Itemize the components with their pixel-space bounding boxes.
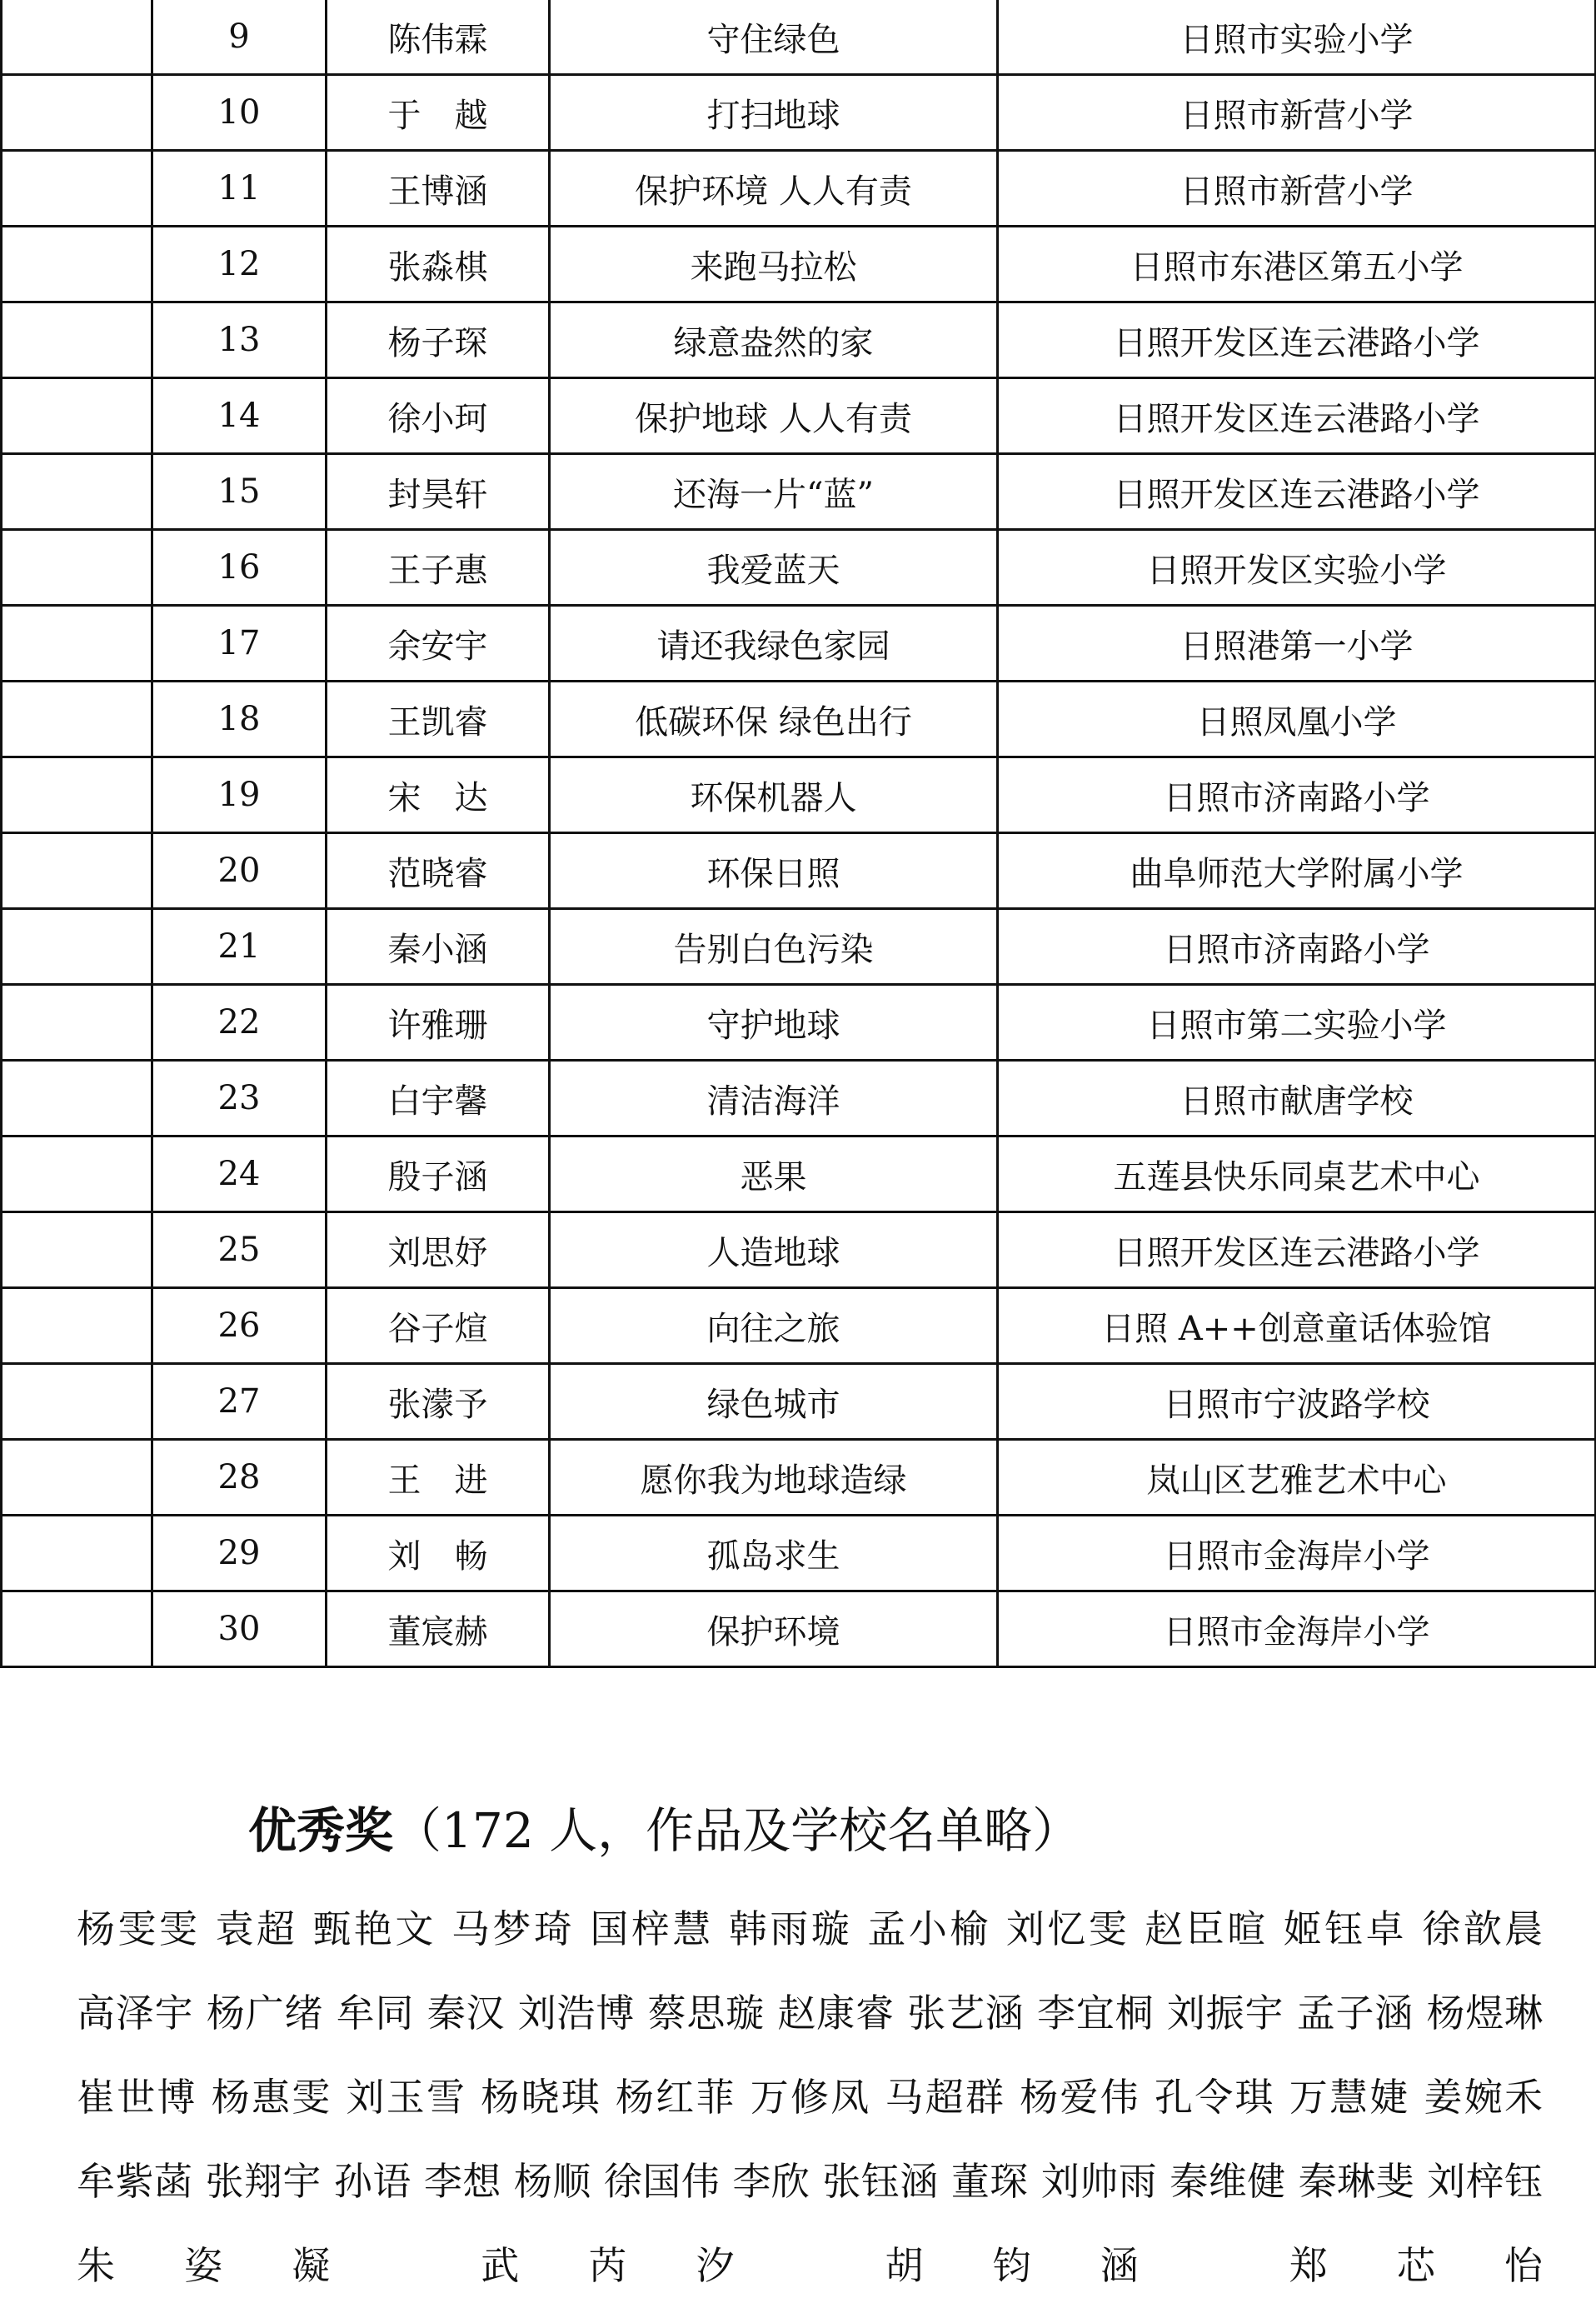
artwork-title-cell: 还海一片“蓝” — [550, 454, 998, 530]
student-name-cell: 宋 达 — [327, 757, 550, 833]
group-cell — [2, 227, 152, 302]
row-number-cell: 10 — [152, 75, 327, 151]
award-table-body — [2, 0, 1596, 1667]
row-number-cell: 26 — [152, 1288, 327, 1364]
list-item: 杨爱伟 — [1020, 2075, 1141, 2120]
list-item: 刘帅雨 — [1040, 2159, 1158, 2204]
artwork-title-cell: 环保机器人 — [550, 757, 998, 833]
list-item: 孙语 — [333, 2159, 411, 2204]
student-name-cell: 范晓睿 — [327, 833, 550, 909]
group-cell — [2, 1591, 152, 1667]
school-name-cell: 日照市金海岸小学 — [998, 1591, 1596, 1667]
group-cell — [2, 1364, 152, 1440]
list-item: 赵臣暄 — [1145, 1906, 1269, 1951]
list-item: 刘振宇 — [1166, 1991, 1284, 2036]
artwork-title-cell: 绿意盎然的家 — [550, 302, 998, 378]
table-row — [2, 1364, 1596, 1440]
artwork-title-cell: 我爱蓝天 — [550, 530, 998, 606]
group-cell — [2, 1137, 152, 1212]
list-item: 国梓慧 — [590, 1906, 714, 1951]
school-name-cell: 曲阜师范大学附属小学 — [998, 833, 1596, 909]
group-cell — [2, 0, 152, 75]
list-item: 张翔宇 — [205, 2159, 322, 2204]
table-row — [2, 227, 1596, 302]
table-row — [2, 833, 1596, 909]
table-row — [2, 1440, 1596, 1516]
school-name-cell: 日照凤凰小学 — [998, 682, 1596, 757]
table-row — [2, 0, 1596, 75]
school-name-cell: 日照开发区连云港路小学 — [998, 454, 1596, 530]
table-row — [2, 985, 1596, 1061]
list-item: 牟紫菡 — [77, 2159, 193, 2204]
table-row — [2, 151, 1596, 227]
list-item: 姬钰卓 — [1283, 1906, 1408, 1951]
group-cell — [2, 833, 152, 909]
list-item: 孟小榆 — [867, 1906, 991, 1951]
artwork-title-cell: 请还我绿色家园 — [550, 606, 998, 682]
student-name-cell: 刘思妤 — [327, 1212, 550, 1288]
student-name-cell: 封昊轩 — [327, 454, 550, 530]
school-name-cell: 日照市济南路小学 — [998, 757, 1596, 833]
table-row — [2, 1061, 1596, 1137]
list-item: 甄艳文 — [312, 1906, 436, 1951]
row-number-cell: 17 — [152, 606, 327, 682]
list-item: 杨顺 — [513, 2159, 591, 2204]
student-name-cell: 王博涵 — [327, 151, 550, 227]
row-number-cell: 18 — [152, 682, 327, 757]
list-item: 杨煜琳 — [1426, 1991, 1544, 2036]
list-item: 秦汉 — [426, 1991, 506, 2036]
group-cell — [2, 985, 152, 1061]
school-name-cell: 日照市宁波路学校 — [998, 1364, 1596, 1440]
list-item: 刘浩博 — [517, 1991, 636, 2036]
row-number-cell: 21 — [152, 909, 327, 985]
row-number-cell: 23 — [152, 1061, 327, 1137]
table-row — [2, 682, 1596, 757]
artwork-title-cell: 孤岛求生 — [550, 1516, 998, 1591]
group-cell — [2, 1440, 152, 1516]
school-name-cell: 日照市新营小学 — [998, 151, 1596, 227]
row-number-cell: 13 — [152, 302, 327, 378]
list-item: 张钰涵 — [822, 2159, 939, 2204]
artwork-title-cell: 绿色城市 — [550, 1364, 998, 1440]
group-cell — [2, 1288, 152, 1364]
table-row — [2, 454, 1596, 530]
list-item: 杨广绪 — [206, 1991, 324, 2036]
row-number-cell: 25 — [152, 1212, 327, 1288]
list-item: 杨雯雯 — [77, 1906, 201, 1951]
student-name-cell: 王凯睿 — [327, 682, 550, 757]
student-name-cell: 殷子涵 — [327, 1137, 550, 1212]
list-item: 徐国伟 — [603, 2159, 721, 2204]
group-cell — [2, 1212, 152, 1288]
list-item: 马超群 — [885, 2075, 1006, 2120]
group-cell — [2, 454, 152, 530]
table-row — [2, 530, 1596, 606]
list-item: 刘玉雪 — [346, 2075, 467, 2120]
student-name-cell: 徐小珂 — [327, 378, 550, 454]
list-item: 马梦琦 — [451, 1906, 576, 1951]
artwork-title-cell: 环保日照 — [550, 833, 998, 909]
list-item: 韩雨璇 — [728, 1906, 853, 1951]
list-item: 崔世博 — [77, 2075, 197, 2120]
row-number-cell: 29 — [152, 1516, 327, 1591]
excellence-award-heading — [248, 1791, 1080, 1861]
artwork-title-cell: 保护地球 人人有责 — [550, 378, 998, 454]
school-name-cell: 日照港第一小学 — [998, 606, 1596, 682]
school-name-cell: 岚山区艺雅艺术中心 — [998, 1440, 1596, 1516]
row-number-cell: 30 — [152, 1591, 327, 1667]
list-item: 董琛 — [950, 2159, 1029, 2204]
list-item: 姜婉禾 — [1424, 2075, 1544, 2120]
artwork-title-cell: 低碳环保 绿色出行 — [550, 682, 998, 757]
group-cell — [2, 909, 152, 985]
table-row — [2, 1591, 1596, 1667]
student-name-cell: 陈伟霖 — [327, 0, 550, 75]
list-item: 袁超 — [215, 1906, 298, 1951]
list-item: 牟同 — [336, 1991, 415, 2036]
row-number-cell: 27 — [152, 1364, 327, 1440]
list-item: 杨晓琪 — [481, 2075, 602, 2120]
student-name-cell: 谷子煊 — [327, 1288, 550, 1364]
list-item: 徐歆晨 — [1422, 1906, 1544, 1951]
group-cell — [2, 151, 152, 227]
list-item: 万慧婕 — [1289, 2075, 1410, 2120]
list-item: 李欣 — [732, 2159, 810, 2204]
row-number-cell: 11 — [152, 151, 327, 227]
table-row — [2, 1137, 1596, 1212]
artwork-title-cell: 保护环境 人人有责 — [550, 151, 998, 227]
row-number-cell: 9 — [152, 0, 327, 75]
group-cell — [2, 682, 152, 757]
table-row — [2, 1212, 1596, 1288]
list-item: 杨惠雯 — [211, 2075, 332, 2120]
group-cell — [2, 606, 152, 682]
list-item: 刘梓钰 — [1427, 2159, 1544, 2204]
excellence-award-title: 优秀奖 — [248, 1802, 394, 1859]
artwork-title-cell: 告别白色污染 — [550, 909, 998, 985]
row-number-cell: 19 — [152, 757, 327, 833]
row-number-cell: 22 — [152, 985, 327, 1061]
list-item: 李宜桐 — [1037, 1991, 1155, 2036]
group-cell — [2, 757, 152, 833]
row-number-cell: 28 — [152, 1440, 327, 1516]
student-name-cell: 董宸赫 — [327, 1591, 550, 1667]
student-name-cell: 于 越 — [327, 75, 550, 151]
list-item: 李想 — [423, 2159, 501, 2204]
school-name-cell: 日照开发区实验小学 — [998, 530, 1596, 606]
list-item: 刘忆雯 — [1005, 1906, 1130, 1951]
excellence-award-names — [77, 1887, 1543, 2308]
school-name-cell: 日照市献唐学校 — [998, 1061, 1596, 1137]
table-row — [2, 378, 1596, 454]
artwork-title-cell: 向往之旅 — [550, 1288, 998, 1364]
artwork-title-cell: 恶果 — [550, 1137, 998, 1212]
artwork-title-cell: 人造地球 — [550, 1212, 998, 1288]
student-name-cell: 许雅珊 — [327, 985, 550, 1061]
table-row — [2, 909, 1596, 985]
student-name-cell: 王子惠 — [327, 530, 550, 606]
student-name-cell: 杨子琛 — [327, 302, 550, 378]
artwork-title-cell: 打扫地球 — [550, 75, 998, 151]
school-name-cell: 日照市东港区第五小学 — [998, 227, 1596, 302]
table-row — [2, 302, 1596, 378]
artwork-title-cell: 保护环境 — [550, 1591, 998, 1667]
group-cell — [2, 75, 152, 151]
list-item: 杨红菲 — [616, 2075, 736, 2120]
school-name-cell: 日照市第二实验小学 — [998, 985, 1596, 1061]
row-number-cell: 15 — [152, 454, 327, 530]
group-cell — [2, 378, 152, 454]
table-row — [2, 757, 1596, 833]
artwork-title-cell: 愿你我为地球造绿 — [550, 1440, 998, 1516]
list-item: 郑芯怡 — [1289, 2243, 1544, 2288]
list-item: 秦琳斐 — [1298, 2159, 1415, 2204]
artwork-title-cell: 来跑马拉松 — [550, 227, 998, 302]
table-row — [2, 1516, 1596, 1591]
list-item: 武芮汐 — [481, 2243, 804, 2288]
school-name-cell: 日照开发区连云港路小学 — [998, 1212, 1596, 1288]
artwork-title-cell: 清洁海洋 — [550, 1061, 998, 1137]
student-name-cell: 刘 畅 — [327, 1516, 550, 1591]
table-row — [2, 1288, 1596, 1364]
group-cell — [2, 302, 152, 378]
list-item: 秦维健 — [1170, 2159, 1286, 2204]
row-number-cell: 16 — [152, 530, 327, 606]
list-item: 万修凤 — [750, 2075, 871, 2120]
group-cell — [2, 1516, 152, 1591]
table-row — [2, 606, 1596, 682]
group-cell — [2, 530, 152, 606]
table-row — [2, 75, 1596, 151]
row-number-cell: 20 — [152, 833, 327, 909]
student-name-cell: 王 进 — [327, 1440, 550, 1516]
school-name-cell: 日照 A++创意童话体验馆 — [998, 1288, 1596, 1364]
artwork-title-cell: 守护地球 — [550, 985, 998, 1061]
school-name-cell: 日照市济南路小学 — [998, 909, 1596, 985]
row-number-cell: 14 — [152, 378, 327, 454]
group-cell — [2, 1061, 152, 1137]
student-name-cell: 余安宇 — [327, 606, 550, 682]
list-item: 赵康睿 — [777, 1991, 895, 2036]
school-name-cell: 日照开发区连云港路小学 — [998, 302, 1596, 378]
student-name-cell: 张淼棋 — [327, 227, 550, 302]
list-item: 孔令琪 — [1155, 2075, 1275, 2120]
list-item: 朱姿凝 — [77, 2243, 400, 2288]
list-item: 胡钧涵 — [885, 2243, 1208, 2288]
student-name-cell: 白宇馨 — [327, 1061, 550, 1137]
excellence-award-note: （172 人，作品及学校名单略） — [393, 1802, 1081, 1859]
school-name-cell: 五莲县快乐同桌艺术中心 — [998, 1137, 1596, 1212]
school-name-cell: 日照市金海岸小学 — [998, 1516, 1596, 1591]
row-number-cell: 12 — [152, 227, 327, 302]
artwork-title-cell: 守住绿色 — [550, 0, 998, 75]
school-name-cell: 日照开发区连云港路小学 — [998, 378, 1596, 454]
school-name-cell: 日照市实验小学 — [998, 0, 1596, 75]
student-name-cell: 秦小涵 — [327, 909, 550, 985]
list-item: 张艺涵 — [907, 1991, 1025, 2036]
list-item: 孟子涵 — [1296, 1991, 1414, 2036]
school-name-cell: 日照市新营小学 — [998, 75, 1596, 151]
student-name-cell: 张濛予 — [327, 1364, 550, 1440]
list-item: 高泽宇 — [77, 1991, 194, 2036]
list-item: 蔡思璇 — [647, 1991, 765, 2036]
row-number-cell: 24 — [152, 1137, 327, 1212]
